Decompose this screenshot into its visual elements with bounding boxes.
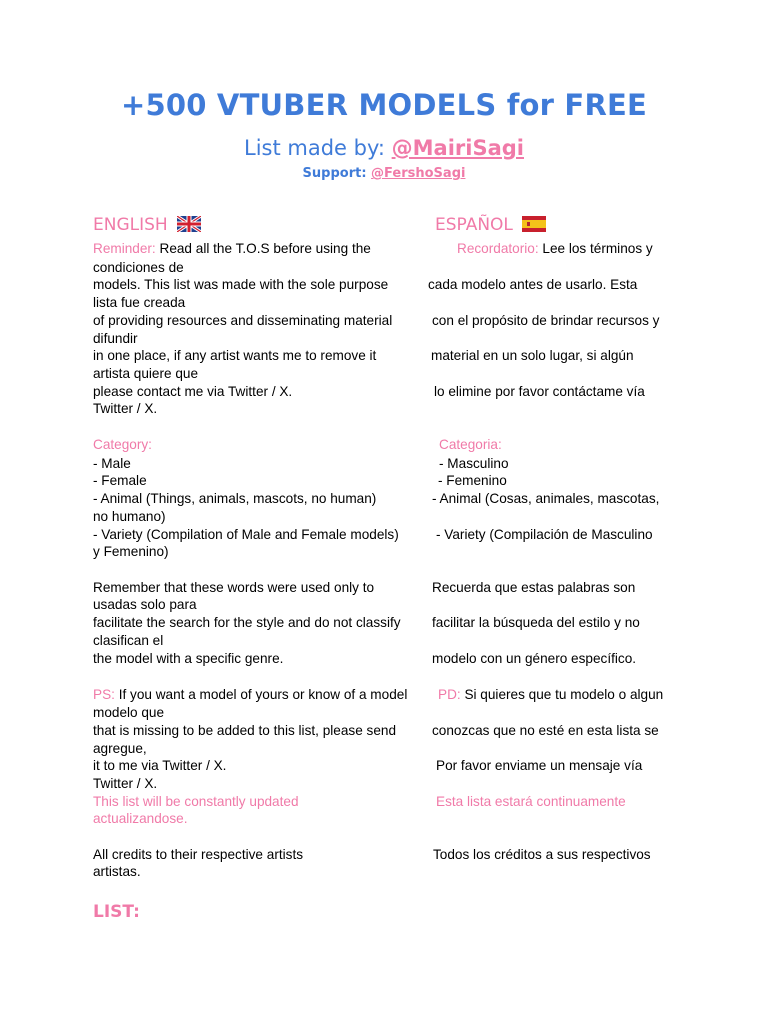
english-heading (93, 215, 201, 235)
text-line: Remember that these words were used only to (93, 580, 375, 595)
text-line: difundir (93, 331, 138, 346)
author-handle-link[interactable]: @MairiSagi (391, 136, 524, 160)
text-line: actualizandose. (93, 811, 188, 826)
spanish-pd-text: Si quieres que tu modelo o algun (460, 687, 664, 702)
text-line: artista quiere que (93, 366, 199, 381)
english-category-animal: - Animal (Things, animals, mascots, no human) (93, 491, 377, 506)
text-line: material en un solo lugar, si algún (431, 348, 634, 363)
english-category-male: - Male (93, 456, 131, 471)
text-line: cada modelo antes de usarlo. Esta (428, 277, 638, 292)
list-heading: LIST: (93, 902, 140, 922)
text-line: artistas. (93, 864, 141, 879)
spain-flag-icon (522, 216, 546, 232)
text-line: of providing resources and disseminating material (93, 313, 393, 328)
text-line: condiciones de (93, 260, 184, 275)
text-line: Twitter / X. (93, 776, 158, 791)
text-line: facilitate the search for the style and do not classify (93, 615, 401, 630)
english-category-variety: - Variety (Compilation of Male and Female models) (93, 527, 399, 542)
text-line: models. This list was made with the sole purpose (93, 277, 389, 292)
text-line: modelo que (93, 705, 165, 720)
english-reminder-text: Read all the T.O.S before using the (155, 241, 371, 256)
text-line: Twitter / X. (93, 401, 158, 416)
spanish-reminder (457, 240, 653, 257)
text-line: please contact me via Twitter / X. (93, 384, 293, 399)
text-line: clasifican el (93, 633, 164, 648)
text-line: y Femenino) (93, 544, 169, 559)
english-ps-text: If you want a model of yours or know of a model (114, 687, 408, 702)
text-line: con el propósito de brindar recursos y (432, 313, 660, 328)
spanish-credits: Todos los créditos a sus respectivos (433, 847, 651, 862)
english-ps (93, 686, 407, 703)
text-line: no humano) (93, 509, 166, 524)
support-line (0, 166, 768, 181)
english-category-label: Category: (93, 437, 152, 452)
text-line: Por favor enviame un mensaje vía (436, 758, 643, 773)
text-line: facilitar la búsqueda del estilo y no (432, 615, 640, 630)
spanish-category-animal: - Animal (Cosas, animales, mascotas, (432, 491, 660, 506)
text-line: that is missing to be added to this list, please send (93, 723, 397, 738)
english-reminder (93, 240, 371, 257)
text-line: lista fue creada (93, 295, 186, 310)
text-line: conozcas que no esté en esta lista se (432, 723, 659, 738)
spanish-updated-note: Esta lista estará continuamente (436, 794, 626, 809)
spanish-category-variety: - Variety (Compilación de Masculino (436, 527, 653, 542)
spanish-heading-text: ESPAÑOL (435, 215, 513, 235)
text-line: in one place, if any artist wants me to remove it (93, 348, 377, 363)
text-line: Recuerda que estas palabras son (432, 580, 636, 595)
spanish-category-male: - Masculino (439, 456, 509, 471)
english-credits: All credits to their respective artists (93, 847, 304, 862)
text-line: it to me via Twitter / X. (93, 758, 227, 773)
spanish-pd (438, 686, 663, 703)
list-author-line (0, 136, 768, 160)
english-category-female: - Female (93, 473, 147, 488)
spanish-category-label: Categoria: (439, 437, 502, 452)
support-label: Support: (302, 166, 367, 181)
spanish-heading (435, 215, 546, 235)
text-line: agregue, (93, 741, 147, 756)
english-reminder-label: Reminder: (93, 241, 156, 256)
spanish-reminder-label: Recordatorio: (457, 241, 539, 256)
spanish-pd-label: PD: (438, 687, 461, 702)
english-heading-text: ENGLISH (93, 215, 168, 235)
spanish-category-female: - Femenino (438, 473, 507, 488)
english-updated-note: This list will be constantly updated (93, 794, 299, 809)
text-line: modelo con un género específico. (432, 651, 637, 666)
support-handle-link[interactable]: @FershoSagi (371, 166, 466, 181)
text-line: usadas solo para (93, 597, 197, 612)
text-line: lo elimine por favor contáctame vía (434, 384, 645, 399)
spanish-reminder-text: Lee los términos y (538, 241, 653, 256)
text-line: the model with a specific genre. (93, 651, 284, 666)
uk-flag-icon (177, 216, 201, 232)
english-ps-label: PS: (93, 687, 115, 702)
page-title: +500 VTUBER MODELS for FREE (121, 88, 647, 122)
list-made-by-label: List made by: (244, 136, 385, 160)
